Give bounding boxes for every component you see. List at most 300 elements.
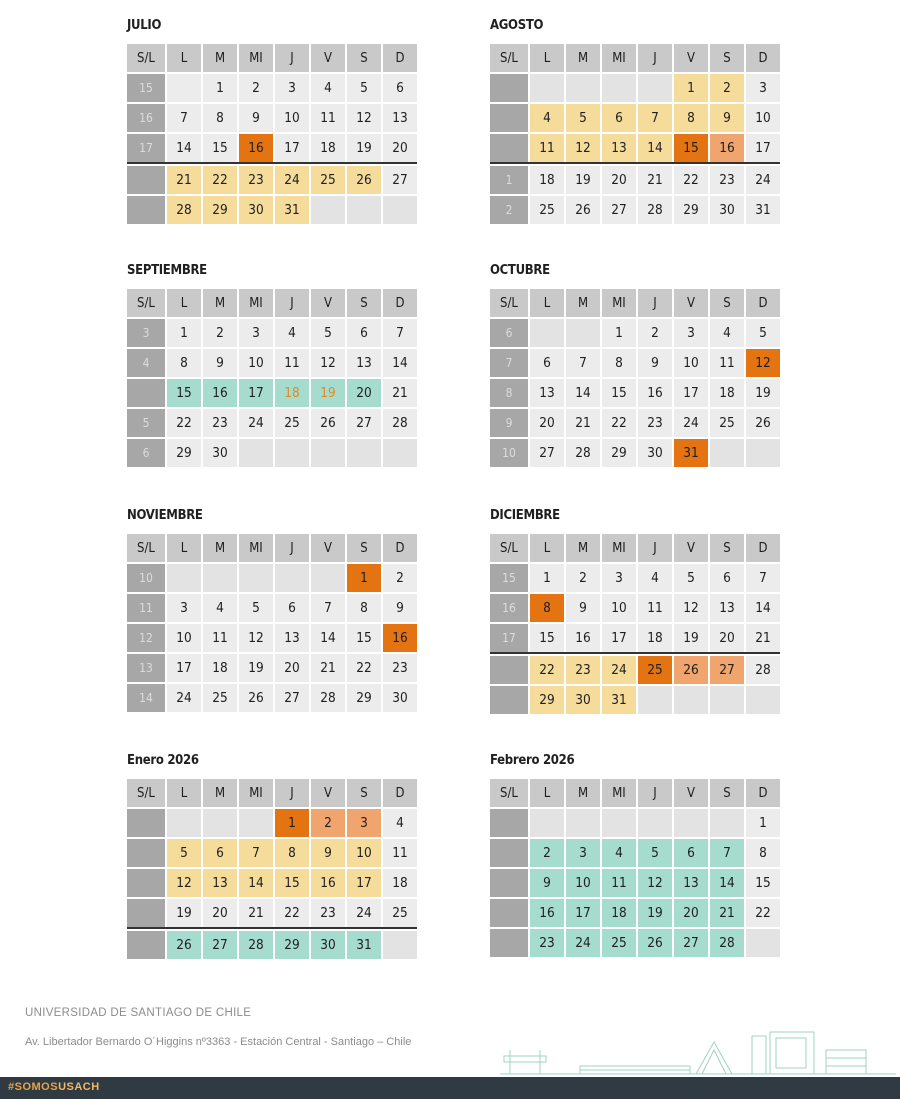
week-number: 11 (127, 594, 165, 622)
period-divider (127, 162, 417, 164)
weekday-header: MI (602, 534, 636, 562)
day-cell: 18 (203, 654, 237, 682)
day-cell: 20 (710, 624, 744, 652)
day-cell: 29 (347, 684, 381, 712)
weekday-header: MI (602, 289, 636, 317)
day-cell: 5 (674, 564, 708, 592)
empty-day-cell (674, 686, 708, 714)
day-cell: 21 (383, 379, 417, 407)
day-cell: 30 (638, 439, 672, 467)
day-cell: 2 (383, 564, 417, 592)
day-cell: 8 (347, 594, 381, 622)
day-cell: 10 (566, 869, 600, 897)
day-cell: 18 (602, 899, 636, 927)
day-cell: 6 (602, 104, 636, 132)
week-column-header: S/L (490, 534, 528, 562)
day-cell: 28 (638, 196, 672, 224)
weekday-header: V (674, 534, 708, 562)
day-cell: 19 (638, 899, 672, 927)
weekday-header: V (311, 534, 345, 562)
day-cell: 29 (167, 439, 201, 467)
weekday-header: J (275, 534, 309, 562)
day-cell: 9 (710, 104, 744, 132)
day-cell: 12 (674, 594, 708, 622)
day-cell: 15 (674, 134, 708, 162)
week-number: 8 (490, 379, 528, 407)
day-cell: 27 (203, 931, 237, 959)
day-cell: 23 (311, 899, 345, 927)
day-cell: 2 (530, 839, 564, 867)
day-cell: 25 (203, 684, 237, 712)
weekday-header: MI (239, 534, 273, 562)
day-cell: 10 (167, 624, 201, 652)
weekday-header: M (566, 289, 600, 317)
day-cell: 19 (347, 134, 381, 162)
empty-day-cell (347, 196, 381, 224)
empty-day-cell (530, 809, 564, 837)
day-cell: 2 (203, 319, 237, 347)
empty-day-cell (383, 196, 417, 224)
month-julio (127, 18, 419, 224)
week-number: 17 (127, 134, 165, 162)
day-cell: 22 (602, 409, 636, 437)
footer-university-name: UNIVERSIDAD DE SANTIAGO DE CHILE (25, 1007, 252, 1019)
day-cell: 25 (710, 409, 744, 437)
day-cell: 16 (311, 869, 345, 897)
month-febrero-2026 (490, 753, 782, 957)
day-cell: 20 (530, 409, 564, 437)
day-cell: 3 (167, 594, 201, 622)
day-cell: 14 (311, 624, 345, 652)
week-column-header: S/L (490, 44, 528, 72)
week-number: 16 (490, 594, 528, 622)
empty-day-cell (674, 809, 708, 837)
day-cell: 11 (275, 349, 309, 377)
month-title: JULIO (127, 18, 162, 33)
week-number (490, 869, 528, 897)
period-divider (490, 652, 780, 654)
day-cell: 20 (203, 899, 237, 927)
day-cell: 8 (203, 104, 237, 132)
day-cell: 19 (674, 624, 708, 652)
day-cell: 28 (311, 684, 345, 712)
day-cell: 20 (674, 899, 708, 927)
day-cell: 12 (167, 869, 201, 897)
day-cell: 4 (530, 104, 564, 132)
day-cell: 24 (347, 899, 381, 927)
week-number (490, 104, 528, 132)
day-cell: 26 (311, 409, 345, 437)
day-cell: 21 (710, 899, 744, 927)
weekday-header: J (275, 44, 309, 72)
day-cell: 26 (347, 166, 381, 194)
day-cell: 3 (674, 319, 708, 347)
day-cell: 20 (347, 379, 381, 407)
day-cell: 29 (674, 196, 708, 224)
month-title: Febrero 2026 (490, 753, 575, 768)
day-cell: 24 (602, 656, 636, 684)
week-number (490, 134, 528, 162)
day-cell: 17 (167, 654, 201, 682)
week-number (127, 379, 165, 407)
day-cell: 4 (203, 594, 237, 622)
day-cell: 8 (275, 839, 309, 867)
day-cell: 24 (674, 409, 708, 437)
day-cell: 7 (383, 319, 417, 347)
day-cell: 29 (275, 931, 309, 959)
week-number: 17 (490, 624, 528, 652)
weekday-header: M (566, 44, 600, 72)
weekday-header: S (347, 44, 381, 72)
empty-day-cell (203, 809, 237, 837)
day-cell: 13 (530, 379, 564, 407)
period-divider (127, 927, 417, 929)
day-cell: 4 (311, 74, 345, 102)
week-number: 14 (127, 684, 165, 712)
empty-day-cell (311, 196, 345, 224)
day-cell: 21 (566, 409, 600, 437)
weekday-header: D (383, 289, 417, 317)
day-cell: 15 (746, 869, 780, 897)
empty-day-cell (203, 564, 237, 592)
empty-day-cell (383, 931, 417, 959)
day-cell: 9 (239, 104, 273, 132)
day-cell: 11 (602, 869, 636, 897)
day-cell: 11 (311, 104, 345, 132)
week-number (490, 839, 528, 867)
week-number: 15 (127, 74, 165, 102)
month-table (127, 534, 419, 712)
day-cell: 24 (239, 409, 273, 437)
day-cell: 26 (239, 684, 273, 712)
day-cell: 3 (239, 319, 273, 347)
day-cell: 11 (383, 839, 417, 867)
weekday-header: L (530, 44, 564, 72)
campus-skyline-illustration (500, 1028, 896, 1076)
empty-day-cell (602, 74, 636, 102)
day-cell: 12 (638, 869, 672, 897)
day-cell: 26 (167, 931, 201, 959)
day-cell: 1 (167, 319, 201, 347)
weekday-header: D (746, 779, 780, 807)
day-cell: 17 (602, 624, 636, 652)
day-cell: 21 (746, 624, 780, 652)
day-cell: 10 (602, 594, 636, 622)
weekday-header: D (383, 779, 417, 807)
week-column-header: S/L (127, 779, 165, 807)
day-cell: 21 (167, 166, 201, 194)
day-cell: 25 (638, 656, 672, 684)
day-cell: 24 (275, 166, 309, 194)
day-cell: 16 (383, 624, 417, 652)
week-number: 2 (490, 196, 528, 224)
day-cell: 20 (275, 654, 309, 682)
day-cell: 26 (746, 409, 780, 437)
weekday-header: MI (239, 779, 273, 807)
weekday-header: S (710, 289, 744, 317)
empty-day-cell (239, 564, 273, 592)
day-cell: 28 (167, 196, 201, 224)
week-number: 4 (127, 349, 165, 377)
weekday-header: J (638, 534, 672, 562)
day-cell: 18 (530, 166, 564, 194)
day-cell: 9 (203, 349, 237, 377)
weekday-header: J (275, 289, 309, 317)
weekday-header: D (746, 534, 780, 562)
day-cell: 3 (746, 74, 780, 102)
week-column-header: S/L (490, 289, 528, 317)
day-cell: 12 (746, 349, 780, 377)
empty-day-cell (383, 439, 417, 467)
day-cell: 2 (566, 564, 600, 592)
day-cell: 14 (383, 349, 417, 377)
day-cell: 16 (638, 379, 672, 407)
day-cell: 27 (275, 684, 309, 712)
period-divider (490, 162, 780, 164)
day-cell: 13 (710, 594, 744, 622)
day-cell: 29 (203, 196, 237, 224)
month-title: AGOSTO (490, 18, 544, 33)
day-cell: 18 (383, 869, 417, 897)
day-cell: 8 (674, 104, 708, 132)
day-cell: 26 (674, 656, 708, 684)
week-number: 15 (490, 564, 528, 592)
day-cell: 10 (275, 104, 309, 132)
empty-day-cell (167, 74, 201, 102)
day-cell: 22 (275, 899, 309, 927)
day-cell: 10 (347, 839, 381, 867)
day-cell: 15 (167, 379, 201, 407)
day-cell: 21 (311, 654, 345, 682)
day-cell: 6 (674, 839, 708, 867)
day-cell: 5 (566, 104, 600, 132)
day-cell: 15 (530, 624, 564, 652)
day-cell: 9 (566, 594, 600, 622)
day-cell: 6 (347, 319, 381, 347)
day-cell: 27 (383, 166, 417, 194)
day-cell: 7 (638, 104, 672, 132)
week-number (490, 686, 528, 714)
day-cell: 28 (566, 439, 600, 467)
day-cell: 5 (746, 319, 780, 347)
day-cell: 22 (203, 166, 237, 194)
day-cell: 14 (167, 134, 201, 162)
empty-day-cell (239, 439, 273, 467)
weekday-header: V (311, 44, 345, 72)
day-cell: 17 (674, 379, 708, 407)
week-number: 13 (127, 654, 165, 682)
empty-day-cell (710, 686, 744, 714)
footer-bar (0, 1077, 900, 1099)
week-column-header: S/L (127, 534, 165, 562)
week-number: 6 (490, 319, 528, 347)
week-column-header: S/L (490, 779, 528, 807)
empty-day-cell (746, 929, 780, 957)
empty-day-cell (566, 319, 600, 347)
week-number (127, 899, 165, 927)
month-table (490, 779, 782, 957)
day-cell: 28 (710, 929, 744, 957)
weekday-header: M (203, 779, 237, 807)
day-cell: 17 (347, 869, 381, 897)
day-cell: 20 (602, 166, 636, 194)
day-cell: 23 (239, 166, 273, 194)
week-column-header: S/L (127, 44, 165, 72)
empty-day-cell (566, 809, 600, 837)
day-cell: 31 (347, 931, 381, 959)
weekday-header: MI (602, 44, 636, 72)
weekday-header: S (710, 534, 744, 562)
day-cell: 19 (566, 166, 600, 194)
weekday-header: MI (239, 289, 273, 317)
month-title: DICIEMBRE (490, 508, 560, 523)
day-cell: 28 (746, 656, 780, 684)
day-cell: 14 (638, 134, 672, 162)
week-number (490, 656, 528, 684)
day-cell: 16 (239, 134, 273, 162)
day-cell: 11 (530, 134, 564, 162)
week-number: 7 (490, 349, 528, 377)
week-number: 10 (490, 439, 528, 467)
weekday-header: J (638, 44, 672, 72)
day-cell: 23 (638, 409, 672, 437)
day-cell: 19 (311, 379, 345, 407)
day-cell: 15 (203, 134, 237, 162)
week-number: 1 (490, 166, 528, 194)
day-cell: 14 (746, 594, 780, 622)
weekday-header: MI (602, 779, 636, 807)
month-title: SEPTIEMBRE (127, 263, 207, 278)
day-cell: 1 (530, 564, 564, 592)
day-cell: 31 (674, 439, 708, 467)
weekday-header: J (638, 779, 672, 807)
empty-day-cell (710, 439, 744, 467)
day-cell: 3 (602, 564, 636, 592)
day-cell: 2 (710, 74, 744, 102)
day-cell: 26 (638, 929, 672, 957)
day-cell: 27 (347, 409, 381, 437)
month-title: NOVIEMBRE (127, 508, 203, 523)
day-cell: 22 (167, 409, 201, 437)
weekday-header: S (347, 534, 381, 562)
day-cell: 24 (566, 929, 600, 957)
day-cell: 11 (203, 624, 237, 652)
day-cell: 22 (530, 656, 564, 684)
day-cell: 30 (311, 931, 345, 959)
weekday-header: V (674, 289, 708, 317)
day-cell: 14 (566, 379, 600, 407)
weekday-header: M (203, 534, 237, 562)
weekday-header: L (167, 779, 201, 807)
day-cell: 10 (674, 349, 708, 377)
week-column-header: S/L (127, 289, 165, 317)
month-agosto (490, 18, 782, 224)
day-cell: 11 (710, 349, 744, 377)
day-cell: 4 (383, 809, 417, 837)
day-cell: 23 (710, 166, 744, 194)
day-cell: 30 (710, 196, 744, 224)
day-cell: 19 (239, 654, 273, 682)
day-cell: 28 (239, 931, 273, 959)
weekday-header: M (203, 44, 237, 72)
day-cell: 13 (602, 134, 636, 162)
day-cell: 6 (710, 564, 744, 592)
day-cell: 16 (530, 899, 564, 927)
day-cell: 29 (602, 439, 636, 467)
week-number (127, 931, 165, 959)
week-number (490, 899, 528, 927)
day-cell: 12 (311, 349, 345, 377)
day-cell: 5 (347, 74, 381, 102)
week-number (490, 809, 528, 837)
month-table (490, 44, 782, 224)
day-cell: 15 (347, 624, 381, 652)
month-table (490, 534, 782, 714)
empty-day-cell (746, 686, 780, 714)
day-cell: 16 (566, 624, 600, 652)
weekday-header: V (311, 289, 345, 317)
day-cell: 12 (347, 104, 381, 132)
weekday-header: D (383, 44, 417, 72)
day-cell: 31 (275, 196, 309, 224)
day-cell: 22 (347, 654, 381, 682)
day-cell: 5 (239, 594, 273, 622)
day-cell: 2 (638, 319, 672, 347)
day-cell: 25 (311, 166, 345, 194)
day-cell: 28 (383, 409, 417, 437)
day-cell: 7 (239, 839, 273, 867)
day-cell: 3 (275, 74, 309, 102)
empty-day-cell (638, 809, 672, 837)
day-cell: 6 (530, 349, 564, 377)
day-cell: 25 (602, 929, 636, 957)
week-number: 16 (127, 104, 165, 132)
empty-day-cell (746, 439, 780, 467)
day-cell: 16 (710, 134, 744, 162)
empty-day-cell (275, 564, 309, 592)
day-cell: 1 (746, 809, 780, 837)
week-number (127, 196, 165, 224)
empty-day-cell (710, 809, 744, 837)
day-cell: 27 (530, 439, 564, 467)
weekday-header: L (167, 289, 201, 317)
month-table (127, 44, 419, 224)
weekday-header: M (566, 779, 600, 807)
weekday-header: D (746, 289, 780, 317)
day-cell: 9 (311, 839, 345, 867)
day-cell: 2 (311, 809, 345, 837)
day-cell: 23 (383, 654, 417, 682)
day-cell: 21 (239, 899, 273, 927)
day-cell: 12 (566, 134, 600, 162)
weekday-header: V (674, 44, 708, 72)
day-cell: 23 (203, 409, 237, 437)
hashtag-somosusach[interactable] (8, 1081, 100, 1093)
month-octubre (490, 263, 782, 467)
week-number: 3 (127, 319, 165, 347)
week-number (490, 929, 528, 957)
day-cell: 18 (311, 134, 345, 162)
day-cell: 10 (746, 104, 780, 132)
weekday-header: M (203, 289, 237, 317)
empty-day-cell (275, 439, 309, 467)
day-cell: 14 (239, 869, 273, 897)
day-cell: 27 (710, 656, 744, 684)
day-cell: 7 (311, 594, 345, 622)
weekday-header: L (530, 289, 564, 317)
day-cell: 2 (239, 74, 273, 102)
day-cell: 21 (638, 166, 672, 194)
